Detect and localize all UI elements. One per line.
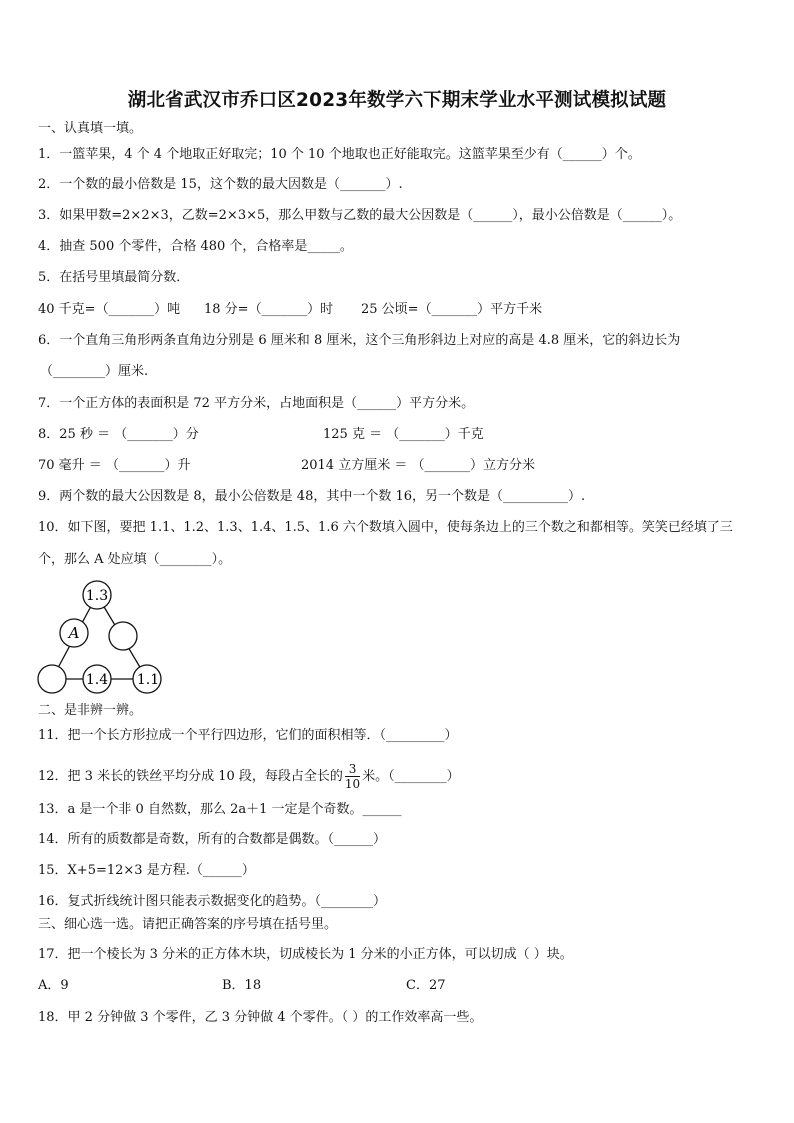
question-5-part-b: 18 分=（_______）时 [204, 302, 334, 317]
question-12 [38, 763, 460, 790]
question-1: 1．一篮苹果，4 个 4 个地取正好取完；10 个 10 个地取也正好能取完。这篮苹果至少有（______）个。 [38, 147, 641, 162]
bottom-left-circle [38, 665, 66, 693]
question-12-text: 12．把 3 米长的铁丝平均分成 10 段，每段占全长的 [38, 769, 343, 784]
section-2-heading: 二、是非辨一辨。 [38, 703, 143, 718]
fraction-denominator: 10 [344, 777, 361, 791]
question-11: 11．把一个长方形拉成一个平行四边形，它们的面积相等．（_________） [38, 728, 458, 743]
question-2: 2．一个数的最小倍数是 15，这个数的最大因数是（_______）. [38, 177, 403, 192]
question-8-part-b: 125 克 ＝ （_______）千克 [323, 427, 484, 442]
question-4: 4．抽查 500 个零件，合格 480 个，合格率是_____。 [38, 239, 353, 254]
top-circle-label: 1.3 [85, 588, 109, 604]
right-mid-circle [109, 622, 137, 650]
question-3: 3．如果甲数=2×2×3，乙数=2×3×5，那么甲数与乙数的最大公因数是（______），最小公倍数是（______）。 [38, 208, 682, 223]
question-17-option-c: C．27 [406, 978, 446, 993]
bottom-right-circle-label: 1.1 [136, 672, 160, 688]
question-9: 9．两个数的最大公因数是 8，最小公倍数是 48，其中一个数 16，另一个数是（__________）. [38, 489, 586, 504]
question-10: 10．如下图，要把 1.1、1.2、1.3、1.4、1.5、1.6 六个数填入圆中，使每条边上的三个数之和都相等。笑笑已经填了三 [38, 520, 733, 535]
question-8-part-d: 2014 立方厘米 ＝ （_______）立方分米 [301, 458, 535, 473]
question-12-tail: 米。（________） [362, 769, 460, 784]
question-8-part-a: 8．25 秒 ＝ （_______）分 [38, 427, 199, 442]
page-title: 湖北省武汉市乔口区2023年数学六下期末学业水平测试模拟试题 [127, 90, 667, 111]
question-5: 5．在括号里填最简分数． [38, 270, 190, 285]
question-17: 17．把一个棱长为 3 分米的正方体木块，切成棱长为 1 分米的小正方体，可以切成（ ）块。 [38, 947, 573, 962]
question-6: 6．一个直角三角形两条直角边分别是 6 厘米和 8 厘米，这个三角形斜边上对应的高是 4.8 厘米，它的斜边长为 [38, 333, 681, 348]
section-1-heading: 一、认真填一填。 [38, 121, 143, 136]
fraction [345, 763, 360, 790]
question-5-part-a: 40 千克=（_______）吨 [38, 302, 181, 317]
fraction-numerator: 3 [345, 763, 360, 777]
question-6-continued: （________）厘米. [40, 364, 149, 379]
question-8-part-c: 70 毫升 ＝ （_______）升 [38, 458, 191, 473]
question-10-continued: 个，那么 A 处应填（________）。 [38, 552, 232, 567]
question-17-option-a: A．9 [38, 978, 69, 993]
triangle-circle-diagram [34, 578, 166, 696]
question-17-option-b: B．18 [222, 978, 262, 993]
question-15: 15．X+5=12×3 是方程.（______） [38, 863, 255, 878]
bottom-mid-circle-label: 1.4 [85, 672, 109, 688]
question-5-part-c: 25 公顷=（_______）平方千米 [361, 302, 543, 317]
left-mid-circle-label: A [68, 624, 80, 642]
question-13: 13．a 是一个非 0 自然数，那么 2a＋1 一定是个奇数。______ [38, 802, 402, 817]
question-7: 7．一个正方体的表面积是 72 平方分米，占地面积是（______）平方分米。 [38, 396, 475, 411]
section-3-heading: 三、细心选一选。请把正确答案的序号填在括号里。 [38, 917, 338, 932]
question-16: 16．复式折线统计图只能表示数据变化的趋势。（________） [38, 894, 387, 909]
question-14: 14．所有的质数都是奇数，所有的合数都是偶数。（______） [38, 832, 387, 847]
question-18: 18．甲 2 分钟做 3 个零件，乙 3 分钟做 4 个零件。（ ）的工作效率高一些。 [38, 1010, 483, 1025]
